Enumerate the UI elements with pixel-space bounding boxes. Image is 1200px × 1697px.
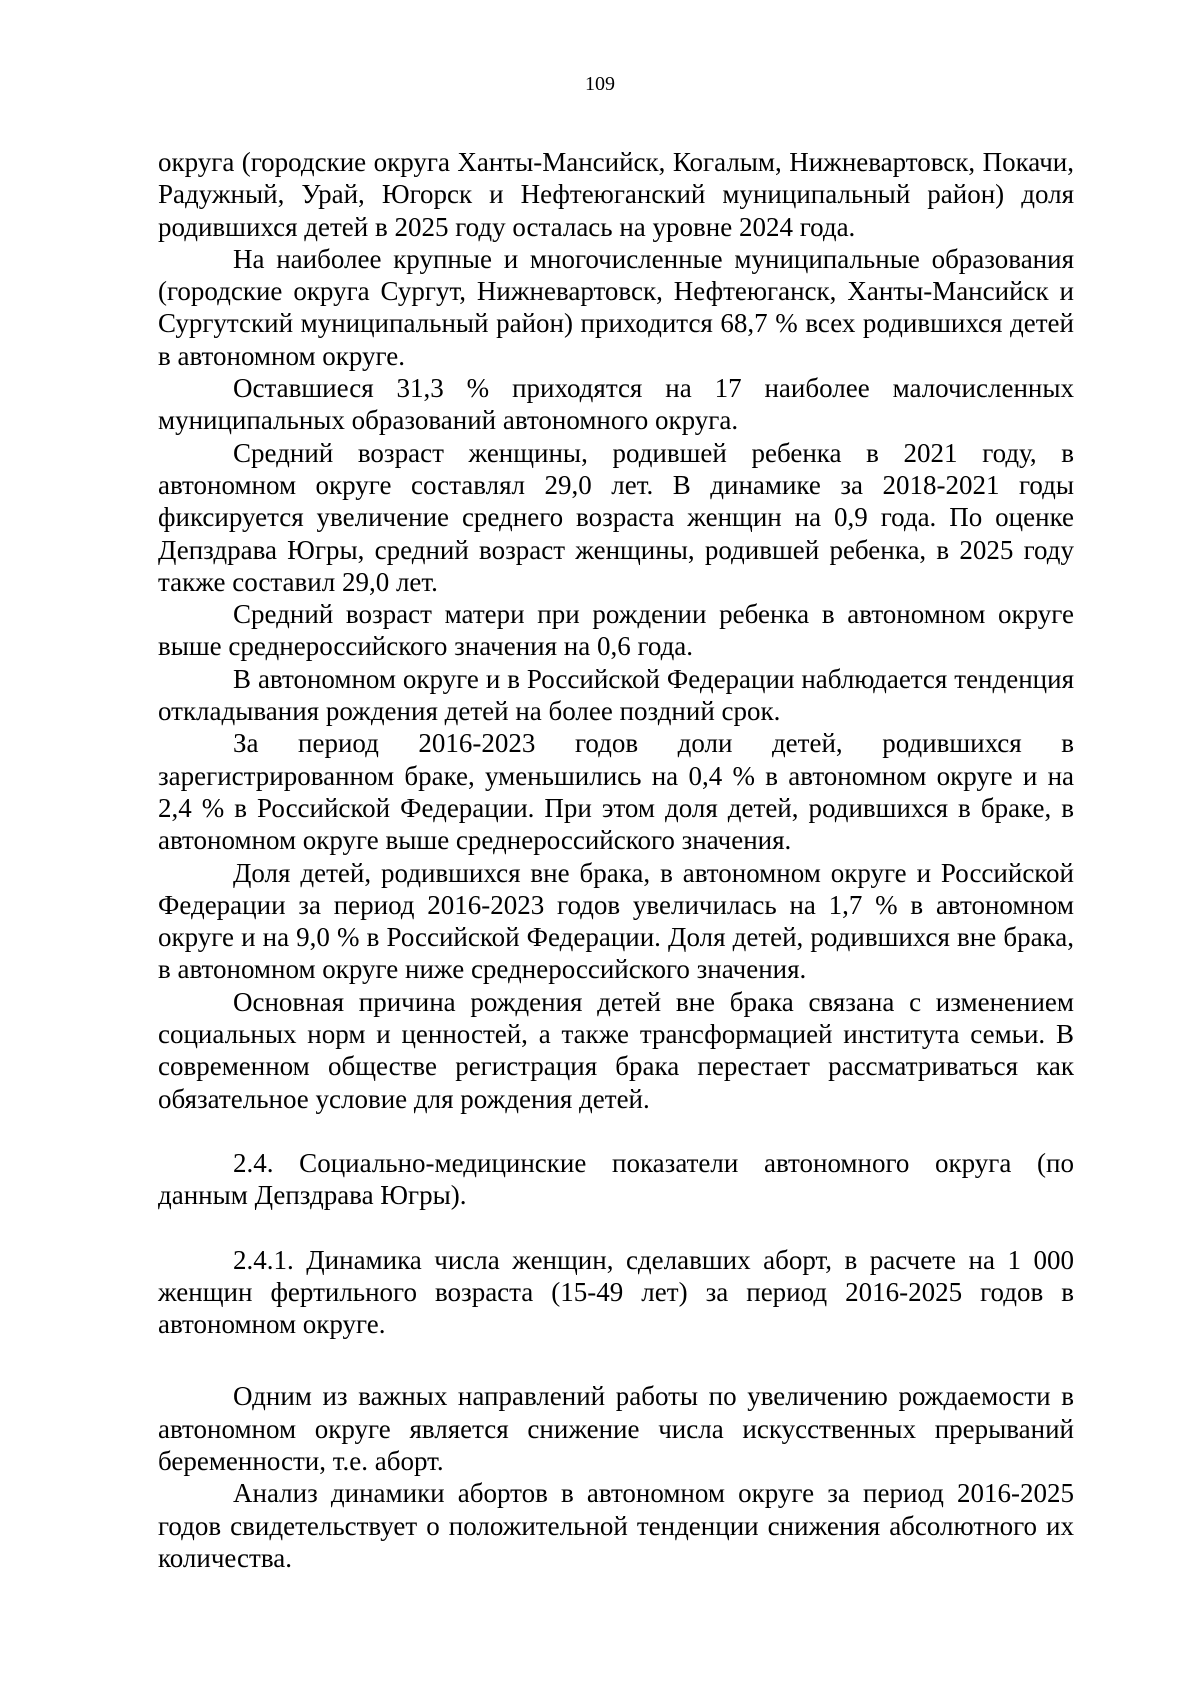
paragraph-abortion-dynamics: Анализ динамики абортов в автономном округе за период 2016-2025 годов свидетельствует о положительной тенденции снижения абсолютного их количества. [158, 1478, 1074, 1573]
paragraph-large-municipalities: На наиболее крупные и многочисленные муниципальные образования (городские округа Сургут, Нижневартовск, Нефтеюганск, Ханты-Мансийск и Сургутский муниципальный район) приходится 68,7 % всех родившихся детей в автономном округе. [158, 243, 1074, 371]
paragraph-nonmarital-births: Доля детей, родившихся вне брака, в автономном округе и Российской Федерации за период 2016-2023 годов увеличилась на 1,7 % в автономном округе и на 9,0 % в Российской Федерации. Доля детей, родившихся вне брака, в автономном округе ниже среднероссийского значения. [158, 857, 1074, 985]
section-heading: 2.4. Социально-медицинские показатели автономного округа (по данным Депздрава Югры). [158, 1147, 1074, 1211]
paragraph-age-comparison: Средний возраст матери при рождении ребенка в автономном округе выше среднероссийского значения на 0,6 года. [158, 599, 1074, 662]
paragraph-postponement-trend: В автономном округе и в Российской Федерации наблюдается тенденция откладывания рождения детей на более поздний срок. [158, 663, 1074, 727]
paragraph-abortion-priority: Одним из важных направлений работы по увеличению рождаемости в автономном округе является снижение числа искусственных прерываний беременности, т.е. аборт. [158, 1381, 1074, 1476]
paragraph-continuation: округа (городские округа Ханты-Мансийск, Когалым, Нижневартовск, Покачи, Радужный, Урай, Югорск и Нефтеюганский муниципальный район) доля родившихся детей в 2025 году осталась на уровне 2024 года. [158, 147, 1074, 242]
paragraph-marriage-births: За период 2016-2023 годов доли детей, родившихся в зарегистрированном браке, уменьшились на 0,4 % в автономном округе и на 2,4 % в Российской Федерации. При этом доля детей, родившихся в браке, в автономном округе выше среднероссийского значения. [158, 728, 1074, 856]
paragraph-small-municipalities: Оставшиеся 31,3 % приходятся на 17 наиболее малочисленных муниципальных образований автономного округа. [158, 373, 1074, 436]
page-number: 109 [585, 73, 615, 95]
subsection-heading: 2.4.1. Динамика числа женщин, сделавших аборт, в расчете на 1 000 женщин фертильного возраста (15-49 лет) за период 2016-2025 годов в автономном округе. [158, 1244, 1074, 1340]
paragraph-mother-age: Средний возраст женщины, родившей ребенка в 2021 году, в автономном округе составлял 29,0 лет. В динамике за 2018-2021 годы фиксируется увеличение среднего возраста женщин на 0,9 года. По оценке Депздрава Югры, средний возраст женщины, родившей ребенка, в 2025 году также составил 29,0 лет. [158, 437, 1074, 597]
document-body [158, 146, 1074, 1574]
paragraph-nonmarital-reasons: Основная причина рождения детей вне брака связана с изменением социальных норм и ценностей, а также трансформацией института семьи. В современном обществе регистрация брака перестает рассматриваться как обязательное условие для рождения детей. [158, 986, 1074, 1114]
